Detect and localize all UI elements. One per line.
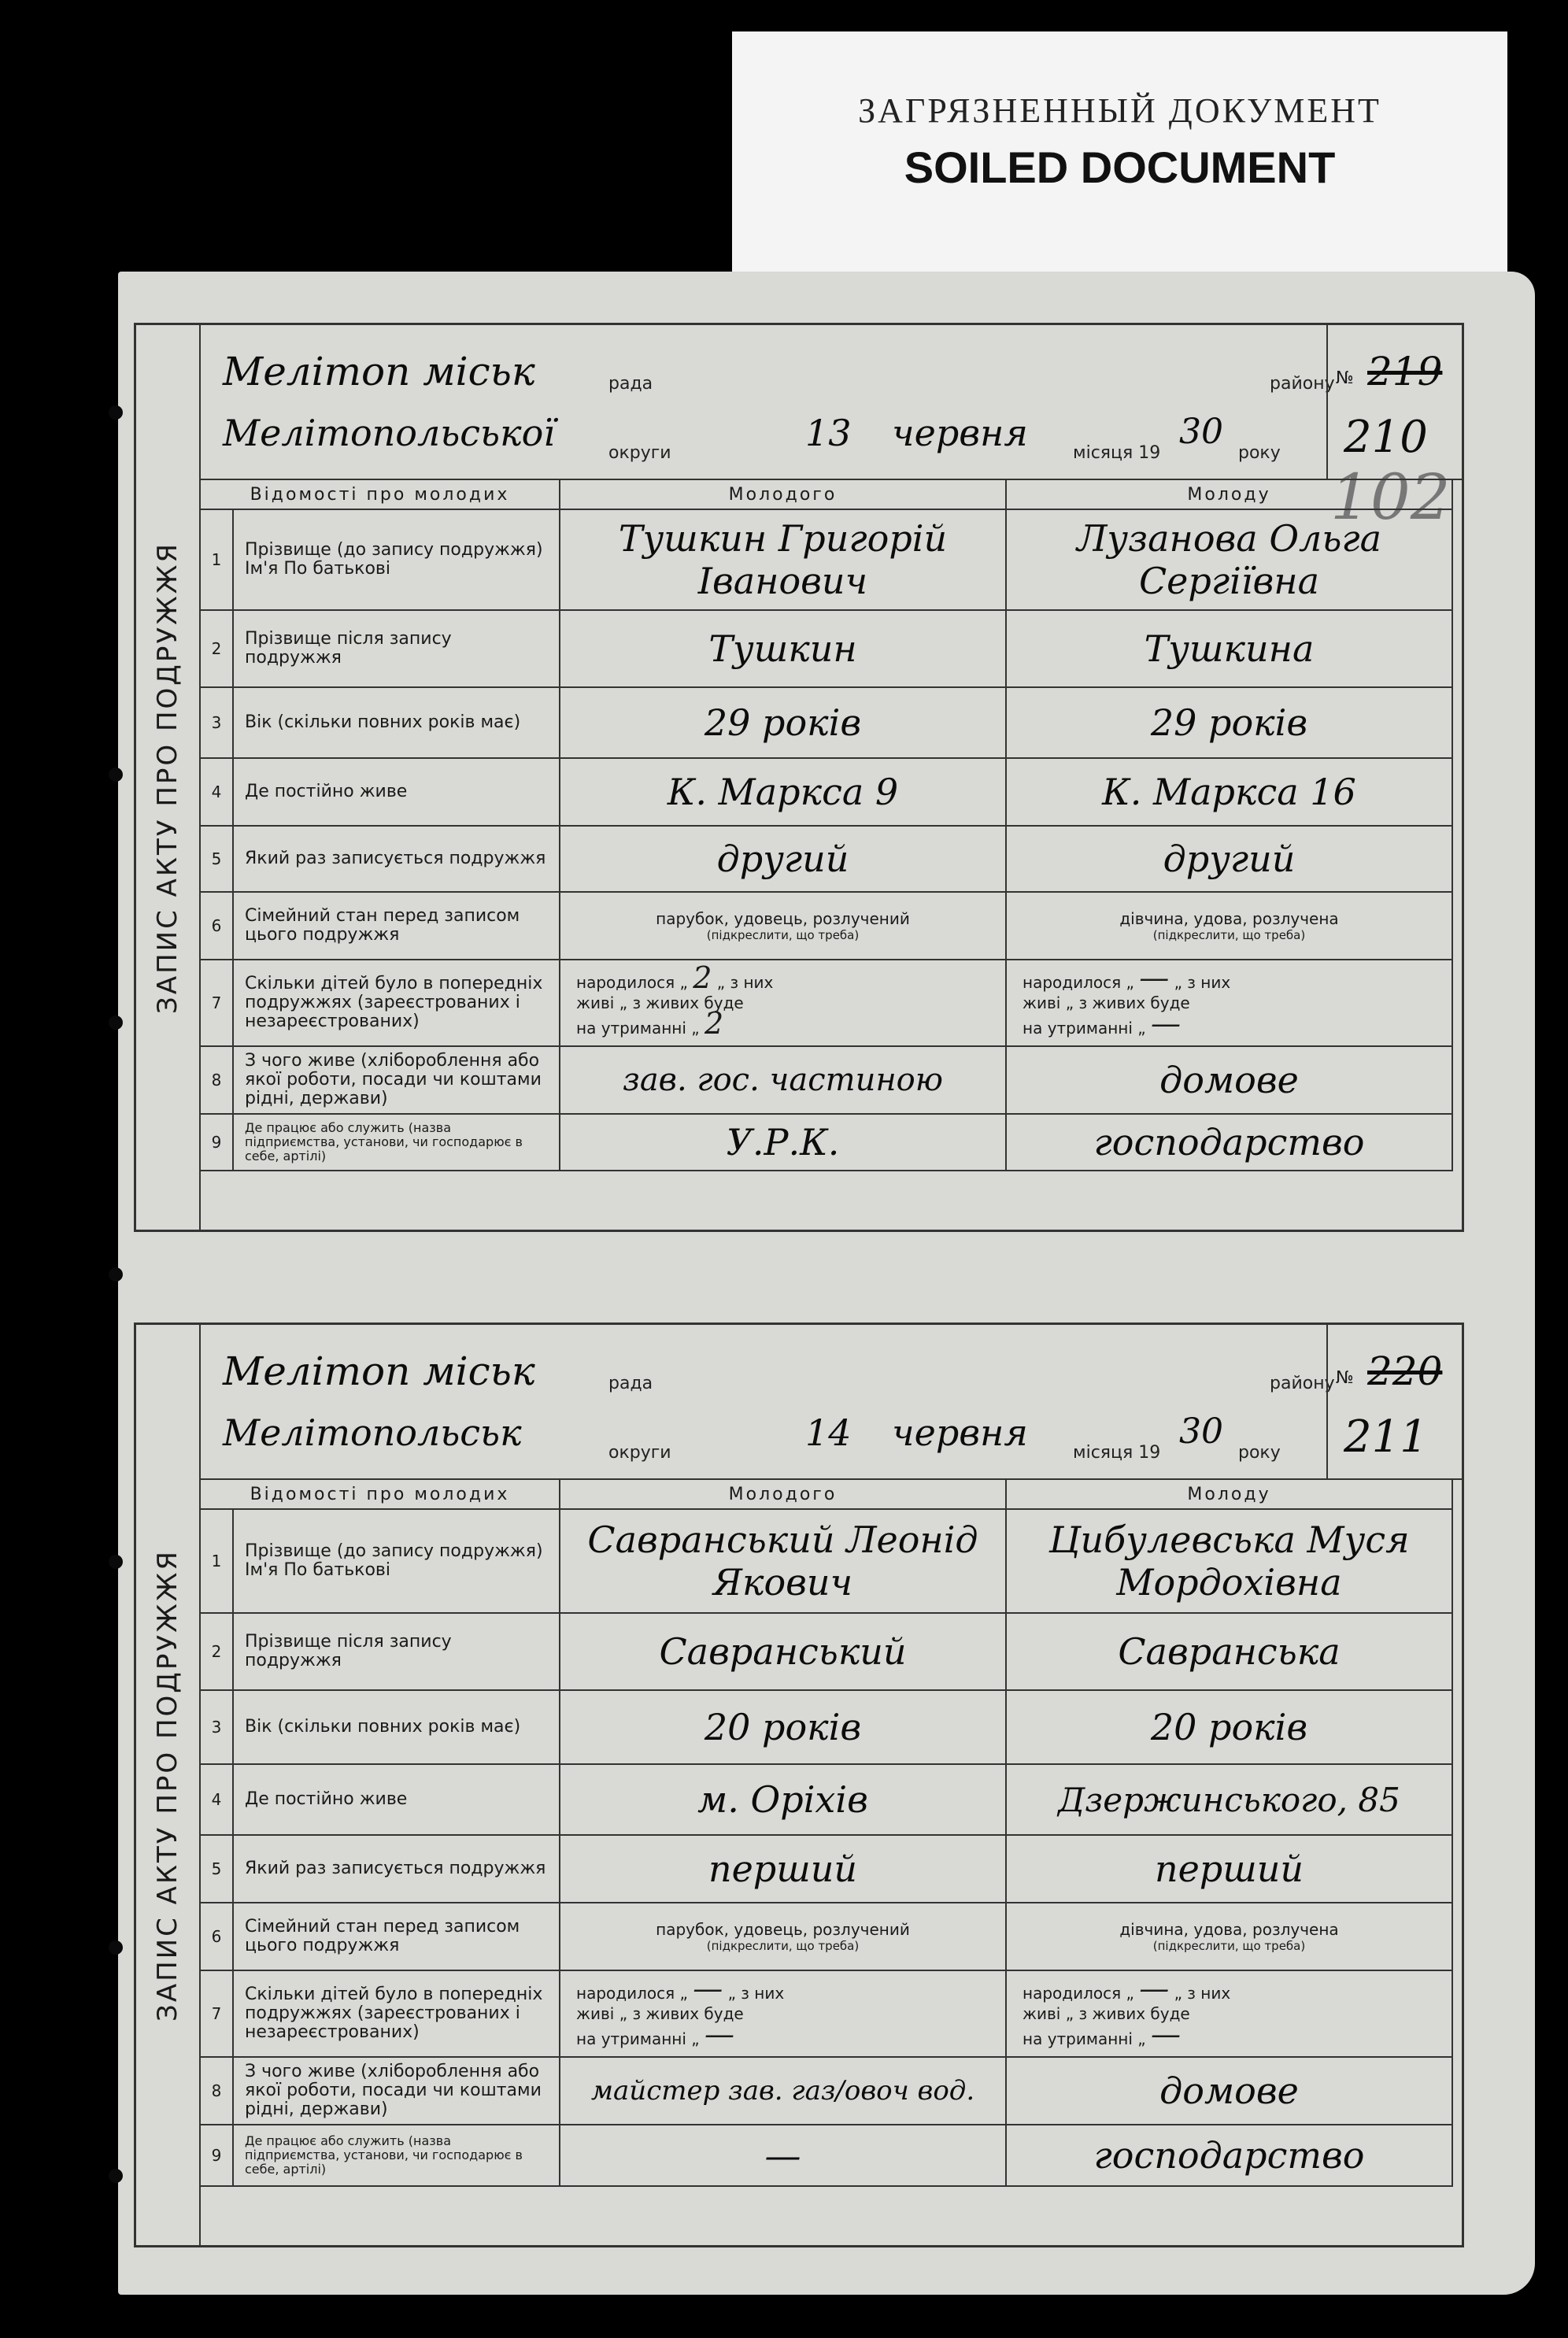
question-marriage-count: Який раз записується подружжя bbox=[233, 826, 560, 892]
bride-address: Дзержинського, 85 bbox=[1058, 1780, 1400, 1819]
soiled-document-label bbox=[732, 31, 1507, 276]
document-sheet bbox=[118, 272, 1535, 2295]
record-side bbox=[136, 325, 201, 1230]
number-label: № bbox=[1336, 368, 1354, 388]
punch-hole bbox=[109, 405, 123, 420]
rada-label: рада bbox=[608, 374, 653, 394]
row-number: 8 bbox=[200, 1046, 233, 1114]
question-surname-after: Прізвище після запису подружжя bbox=[233, 1613, 560, 1690]
row-number: 6 bbox=[200, 1903, 233, 1970]
col-info-header: Відомості про молодих bbox=[200, 1479, 560, 1509]
record-table bbox=[199, 479, 1453, 1171]
bride-children: народилося „ — „ з них живі „ з живих буде на утриманні „ — bbox=[1006, 1970, 1452, 2057]
groom-income: зав. гос. частиною bbox=[623, 1062, 943, 1098]
month-label: місяця 19 bbox=[1073, 1443, 1161, 1463]
bride-name: Цибулевська Муся Мордохівна bbox=[1048, 1519, 1410, 1604]
underline-note: (підкреслити, що треба) bbox=[706, 1939, 860, 1953]
old-number: 220 bbox=[1367, 1348, 1443, 1394]
groom-children: народилося „ — „ з них живі „ з живих буде на утриманні „ — bbox=[560, 1970, 1006, 2057]
bride-marriage-count: перший bbox=[1154, 1848, 1304, 1890]
punch-hole bbox=[109, 768, 123, 782]
question-status: Сімейний стан перед записом цього подружжя bbox=[233, 892, 560, 960]
marriage-record bbox=[134, 323, 1464, 1232]
year-label: року bbox=[1238, 1443, 1281, 1463]
record-side bbox=[136, 1325, 201, 2245]
punch-hole bbox=[109, 2169, 123, 2183]
page-number: 102 bbox=[1330, 461, 1451, 534]
groom-address: м. Оріхів bbox=[697, 1778, 868, 1821]
year-value: 30 bbox=[1179, 412, 1223, 452]
raion-label: району bbox=[1270, 374, 1335, 394]
okruha-value: Мелітопольськ bbox=[223, 1411, 522, 1454]
bride-surname-after: Тушкина bbox=[1144, 627, 1315, 670]
bride-age: 20 років bbox=[1150, 1706, 1308, 1748]
row-number: 6 bbox=[200, 892, 233, 960]
row-number: 3 bbox=[200, 687, 233, 758]
bride-work: господарство bbox=[1093, 1121, 1365, 1163]
new-number: 210 bbox=[1344, 412, 1428, 463]
groom-age: 20 років bbox=[704, 1706, 862, 1748]
rada-value: Мелітоп міськ bbox=[223, 1348, 535, 1394]
question-surname-after: Прізвище після запису подружжя bbox=[233, 610, 560, 687]
old-number: 219 bbox=[1367, 349, 1443, 394]
side-title: ЗАПИС АКТУ ПРО ПОДРУЖЖЯ bbox=[152, 1548, 183, 2022]
col-groom-header: Молодого bbox=[560, 1479, 1006, 1509]
question-children: Скільки дітей було в попередніх подружжях (зареєстрованих і незареєстрованих) bbox=[233, 1970, 560, 2057]
groom-age: 29 років bbox=[704, 701, 862, 744]
underline-note: (підкреслити, що треба) bbox=[1152, 928, 1306, 942]
punch-hole bbox=[109, 1940, 123, 1955]
row-number: 9 bbox=[200, 2125, 233, 2186]
punch-hole bbox=[109, 1267, 123, 1282]
question-name: Прізвище (до запису подружжя) Ім'я По батькові bbox=[233, 1509, 560, 1613]
groom-children-born: 2 bbox=[693, 960, 712, 995]
row-number: 3 bbox=[200, 1690, 233, 1764]
okruha-label: округи bbox=[608, 1443, 671, 1463]
okruha-value: Мелітопольської bbox=[223, 412, 555, 454]
row-number: 7 bbox=[200, 960, 233, 1046]
day-value: 14 bbox=[805, 1411, 852, 1454]
groom-work: У.Р.К. bbox=[726, 1121, 840, 1163]
bride-work: господарство bbox=[1093, 2134, 1365, 2177]
question-address: Де постійно живе bbox=[233, 758, 560, 826]
row-number: 5 bbox=[200, 826, 233, 892]
groom-surname-after: Савранський bbox=[659, 1630, 907, 1673]
punch-hole bbox=[109, 1015, 123, 1030]
bride-children-born: — bbox=[1139, 1971, 1170, 2006]
groom-marriage-count: другий bbox=[716, 838, 849, 880]
underline-note: (підкреслити, що треба) bbox=[1152, 1939, 1306, 1953]
col-groom-header: Молодого bbox=[560, 479, 1006, 509]
record-header bbox=[199, 1325, 1462, 1480]
groom-status-options: парубок, удовець, розлучений bbox=[656, 1920, 910, 1939]
groom-children-supported: 2 bbox=[704, 1006, 724, 1041]
rada-value: Мелітоп міськ bbox=[223, 349, 535, 394]
question-age: Вік (скільки повних років має) bbox=[233, 687, 560, 758]
groom-address: К. Маркса 9 bbox=[667, 771, 899, 813]
new-number: 211 bbox=[1344, 1411, 1428, 1463]
groom-surname-after: Тушкин bbox=[708, 627, 857, 670]
groom-income: майстер зав. газ/овоч вод. bbox=[590, 2075, 975, 2107]
row-number: 1 bbox=[200, 509, 233, 610]
row-number: 9 bbox=[200, 1114, 233, 1171]
row-number: 2 bbox=[200, 610, 233, 687]
bride-children-supported: — bbox=[1151, 2017, 1181, 2051]
record-table bbox=[199, 1478, 1453, 2187]
row-number: 1 bbox=[200, 1509, 233, 1613]
groom-children-supported: — bbox=[704, 2017, 734, 2051]
question-age: Вік (скільки повних років має) bbox=[233, 1690, 560, 1764]
month-value: червня bbox=[892, 1411, 1028, 1454]
question-children: Скільки дітей було в попередніх подружжях (зареєстрованих і незареєстрованих) bbox=[233, 960, 560, 1046]
number-label: № bbox=[1336, 1368, 1354, 1388]
bride-children-supported: — bbox=[1151, 1006, 1181, 1041]
bride-marriage-count: другий bbox=[1163, 838, 1296, 880]
question-name: Прізвище (до запису подружжя) Ім'я По батькові bbox=[233, 509, 560, 610]
question-status: Сімейний стан перед записом цього подружжя bbox=[233, 1903, 560, 1970]
groom-work: — bbox=[764, 2134, 801, 2177]
bride-income: домове bbox=[1159, 1059, 1299, 1101]
month-label: місяця 19 bbox=[1073, 443, 1161, 463]
marriage-record bbox=[134, 1323, 1464, 2247]
groom-children: народилося „ 2 „ з них живі „ з живих буде на утриманні „ 2 bbox=[560, 960, 1006, 1046]
col-bride-header: Молоду bbox=[1006, 479, 1452, 509]
question-address: Де постійно живе bbox=[233, 1764, 560, 1835]
row-number: 4 bbox=[200, 758, 233, 826]
okruha-label: округи bbox=[608, 443, 671, 463]
record-number-box bbox=[1326, 325, 1462, 479]
record-number-box bbox=[1326, 1325, 1462, 1478]
groom-status-options: парубок, удовець, розлучений bbox=[656, 909, 910, 928]
row-number: 5 bbox=[200, 1835, 233, 1903]
underline-note: (підкреслити, що треба) bbox=[706, 928, 860, 942]
groom-marriage-count: перший bbox=[708, 1848, 858, 1890]
groom-children-born: — bbox=[693, 1971, 723, 2006]
rada-label: рада bbox=[608, 1374, 653, 1393]
year-value: 30 bbox=[1179, 1411, 1223, 1452]
groom-name: Савранський Леонід Якович bbox=[587, 1519, 978, 1604]
question-marriage-count: Який раз записується подружжя bbox=[233, 1835, 560, 1903]
record-header bbox=[199, 325, 1462, 480]
question-work: Де працює або служить (назва підприємства, установи, чи господарює в себе, артілі) bbox=[233, 1114, 560, 1171]
bride-children-born: — bbox=[1139, 960, 1170, 995]
col-info-header: Відомості про молодих bbox=[200, 479, 560, 509]
stamp-ru: ЗАГРЯЗНЕННЫЙ ДОКУМЕНТ bbox=[858, 91, 1381, 130]
raion-label: району bbox=[1270, 1374, 1335, 1393]
row-number: 4 bbox=[200, 1764, 233, 1835]
row-number: 7 bbox=[200, 1970, 233, 2057]
bride-income: домове bbox=[1159, 2070, 1299, 2112]
month-value: червня bbox=[892, 412, 1028, 454]
bride-children: народилося „ — „ з них живі „ з живих буде на утриманні „ — bbox=[1006, 960, 1452, 1046]
year-label: року bbox=[1238, 443, 1281, 463]
row-number: 2 bbox=[200, 1613, 233, 1690]
punch-hole bbox=[109, 1555, 123, 1569]
bride-address: К. Маркса 16 bbox=[1102, 771, 1356, 813]
question-income: З чого живе (хлібороблення або якої роботи, посади чи коштами рідні, держави) bbox=[233, 1046, 560, 1114]
bride-surname-after: Савранська bbox=[1118, 1630, 1341, 1673]
question-work: Де працює або служить (назва підприємства, установи, чи господарює в себе, артілі) bbox=[233, 2125, 560, 2186]
question-income: З чого живе (хлібороблення або якої роботи, посади чи коштами рідні, держави) bbox=[233, 2057, 560, 2125]
groom-name: Тушкин Григорій Іванович bbox=[618, 517, 948, 602]
side-title: ЗАПИС АКТУ ПРО ПОДРУЖЖЯ bbox=[152, 541, 183, 1014]
bride-age: 29 років bbox=[1150, 701, 1308, 744]
col-bride-header: Молоду bbox=[1006, 1479, 1452, 1509]
bride-status-options: дівчина, удова, розлучена bbox=[1119, 909, 1339, 928]
bride-name: Лузанова Ольга Сергіївна bbox=[1076, 517, 1382, 602]
row-number: 8 bbox=[200, 2057, 233, 2125]
bride-status-options: дівчина, удова, розлучена bbox=[1119, 1920, 1339, 1939]
stamp-en: SOILED DOCUMENT bbox=[904, 142, 1336, 192]
day-value: 13 bbox=[805, 412, 852, 454]
